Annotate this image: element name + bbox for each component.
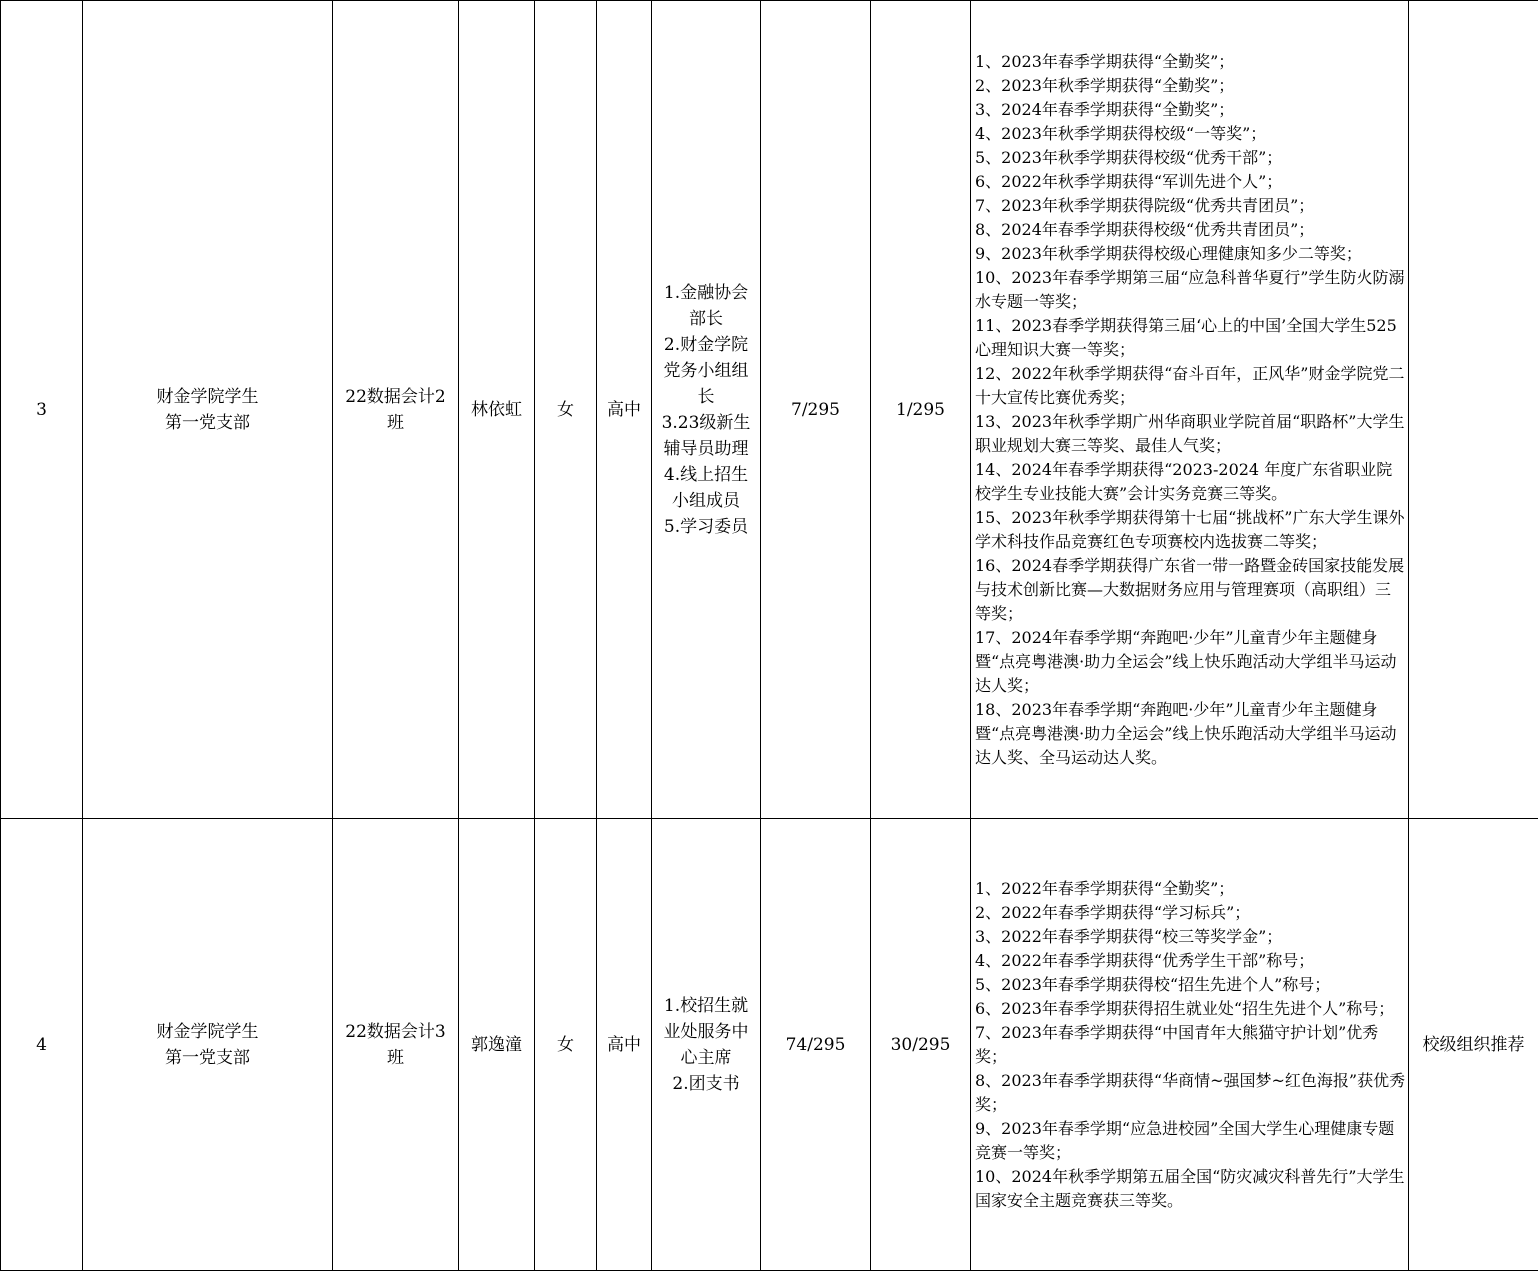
cell-name: 郭逸潼 xyxy=(459,819,535,1271)
cell-awards: 1、2022年春季学期获得“全勤奖”； 2、2022年春季学期获得“学习标兵”； 3、2022年春季学期获得“校三等奖学金”； 4、2022年春季学期获得“优秀学生干部”称号； 5、2023年春季学期获得校“招生先进个人”称号； 6、2023年春季学期获得招生就业处“招生先进个人”称号； 7、2023年春季学期获得“中国青年大熊猫守护计划”优秀奖； 8、2023年春季学期获得“华商情~强国梦~红色海报”获优秀奖； 9、2023年春季学期“应急进校园”全国大学生心理健康专题竞赛一等奖； 10、2024年秋季学期第五届全国“防灾减灾科普先行”大学生国家安全主题竞赛获三等奖。 xyxy=(971,819,1409,1271)
cell-gender: 女 xyxy=(535,1,597,819)
cell-number: 3 xyxy=(1,1,83,819)
branch-line: 财金学院学生 xyxy=(87,384,328,410)
cell-recommend xyxy=(1409,1,1538,819)
cell-awards: 1、2023年春季学期获得“全勤奖”； 2、2023年秋季学期获得“全勤奖”； 3、2024年春季学期获得“全勤奖”； 4、2023年秋季学期获得校级“一等奖”； 5、2023年秋季学期获得校级“优秀干部”； 6、2022年秋季学期获得“军训先进个人”； 7、2023年秋季学期获得院级“优秀共青团员”； 8、2024年春季学期获得校级“优秀共青团员”； 9、2023年秋季学期获得校级心理健康知多少二等奖； 10、2023年春季学期第三届“应急科普华夏行”学生防火防溺水专题一等奖； 11、2023春季学期获得第三届‘心上的中国’全国大学生525心理知识大赛一等奖； 12、2022年秋季学期获得“奋斗百年，正风华”财金学院党二十大宣传比赛优秀奖； 13、2023年秋季学期广州华商职业学院首届“职路杯”大学生职业规划大赛三等奖、最佳人气奖； 14、2024年春季学期获得“2023-2024 年度广东省职业院校学生专业技能大赛”会计实务竞赛三等奖。 15、2023年秋季学期获得第十七届“挑战杯”广东大学生课外学术科技作品竞赛红色专项赛校内选拔赛二等奖； 16、2024春季学期获得广东省一带一路暨金砖国家技能发展与技术创新比赛—大数据财务应用与管理赛项（高职组）三等奖； 17、2024年春季学期“奔跑吧·少年”儿童青少年主题健身暨“点亮粤港澳·助力全运会”线上快乐跑活动大学组半马运动达人奖； 18、2023年春季学期“奔跑吧·少年”儿童青少年主题健身暨“点亮粤港澳·助力全运会”线上快乐跑活动大学组半马运动达人奖、全马运动达人奖。 xyxy=(971,1,1409,819)
cell-branch xyxy=(83,819,333,1271)
branch-line: 财金学院学生 xyxy=(87,1019,328,1045)
cell-education: 高中 xyxy=(597,1,652,819)
cell-rank-a: 74/295 xyxy=(761,819,871,1271)
cell-class: 22数据会计3班 xyxy=(333,819,459,1271)
cell-number: 4 xyxy=(1,819,83,1271)
branch-line: 第一党支部 xyxy=(87,410,328,436)
table-row xyxy=(1,1,1538,819)
cell-class: 22数据会计2班 xyxy=(333,1,459,819)
cell-name: 林依虹 xyxy=(459,1,535,819)
cell-branch xyxy=(83,1,333,819)
cell-recommend: 校级组织推荐 xyxy=(1409,819,1538,1271)
cell-rank-a: 7/295 xyxy=(761,1,871,819)
branch-line: 第一党支部 xyxy=(87,1045,328,1071)
cell-gender: 女 xyxy=(535,819,597,1271)
cell-rank-b: 1/295 xyxy=(871,1,971,819)
cell-rank-b: 30/295 xyxy=(871,819,971,1271)
cell-duties: 1.金融协会部长 2.财金学院党务小组组长 3.23级新生辅导员助理 4.线上招生小组成员 5.学习委员 xyxy=(652,1,761,819)
table-row xyxy=(1,819,1538,1271)
cell-education: 高中 xyxy=(597,819,652,1271)
cell-duties: 1.校招生就业处服务中心主席 2.团支书 xyxy=(652,819,761,1271)
